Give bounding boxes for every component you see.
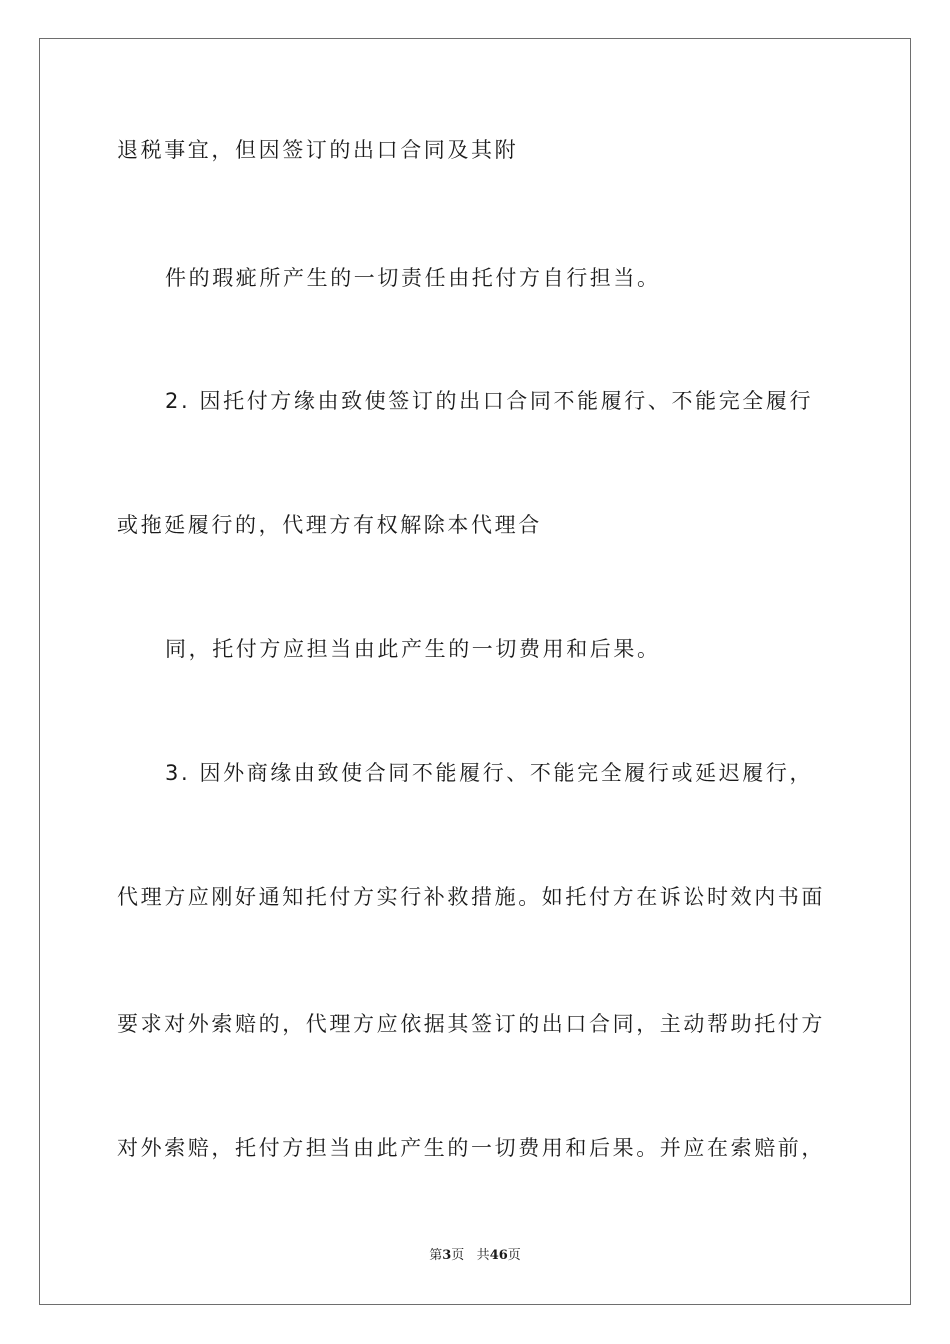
paragraph-line: 要求对外索赔的，代理方应依据其签订的出口合同，主动帮助托付方	[117, 1012, 825, 1036]
page-border	[39, 38, 911, 1305]
footer-total-suffix: 页	[507, 1248, 521, 1263]
paragraph-line: 3. 因外商缘由致使合同不能履行、不能完全履行或延迟履行，	[165, 761, 814, 785]
footer-total-pages: 46	[489, 1248, 508, 1263]
page-footer	[0, 1248, 950, 1264]
paragraph-line: 对外索赔，托付方担当由此产生的一切费用和后果。并应在索赔前，	[117, 1136, 825, 1160]
footer-page-suffix: 页	[451, 1248, 465, 1263]
footer-total-prefix: 共	[476, 1248, 490, 1263]
paragraph-line: 退税事宜，但因签订的出口合同及其附	[117, 138, 519, 162]
paragraph-line: 件的瑕疵所产生的一切责任由托付方自行担当。	[165, 266, 661, 290]
footer-page-number: 3	[442, 1248, 452, 1263]
paragraph-line: 代理方应刚好通知托付方实行补救措施。如托付方在诉讼时效内书面	[117, 885, 825, 909]
paragraph-line: 同，托付方应担当由此产生的一切费用和后果。	[165, 637, 661, 661]
footer-page-prefix: 第	[429, 1248, 443, 1263]
paragraph-line: 2. 因托付方缘由致使签订的出口合同不能履行、不能完全履行	[165, 389, 814, 413]
paragraph-line: 或拖延履行的，代理方有权解除本代理合	[117, 513, 542, 537]
